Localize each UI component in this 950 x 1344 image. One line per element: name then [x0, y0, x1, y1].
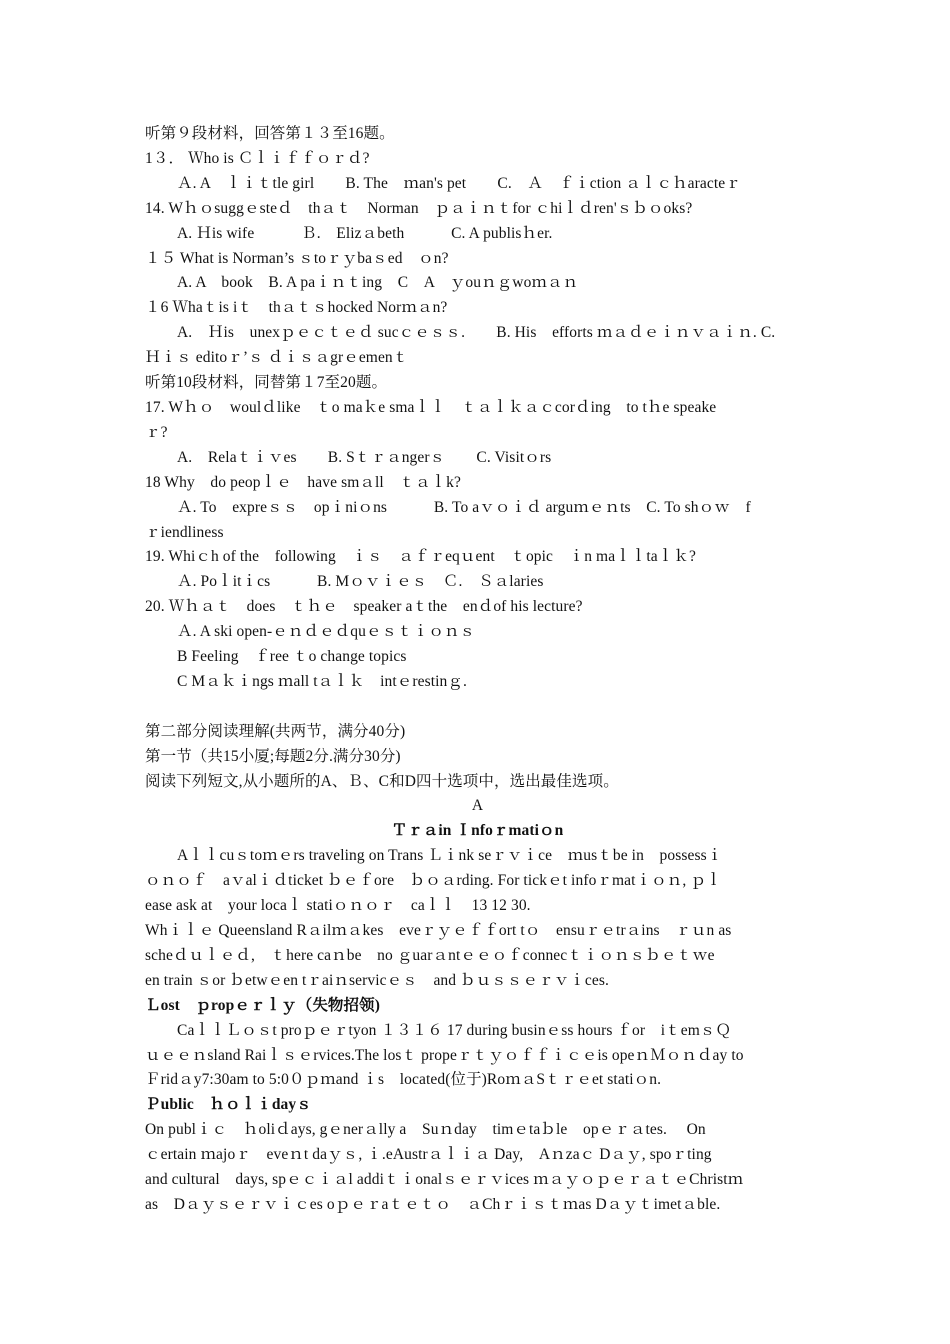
question-16-options-line2: Ｈｉｓ editoｒ’ｓ ｄｉｓａgrｅemenｔ	[145, 349, 409, 367]
paragraph-4-line1: On publｉｃ ｈoliｄays, gｅnerａlly a Suｎday timｅtaｂle opｅｒａtes. On	[145, 1121, 706, 1139]
paragraph-1-line1: Aｌｌcuｓtoｍｅrs traveling on Trans Ｌｉnk seｒｖｉce ｍusｔbe in possessｉ	[177, 847, 723, 865]
question-20-option-a: Ａ. A ski open-ｅｎｄｅｄquｅｓｔｉｏｎｓ	[177, 623, 476, 641]
question-14-options: A. Ｈis wife Ｂ. Elizａbeth C. A publisｈer.	[177, 224, 553, 242]
paragraph-2-line3: en train ｓor ｂetwｅen tｒaiｎservicｅｓ and ｂｕｓｓｅｒｖｉces.	[145, 971, 609, 989]
question-18-stem: 18 Why do peopｌｅ have smａll ｔａｌk?	[145, 473, 461, 491]
question-18-options-line2: ｒiendliness	[145, 523, 224, 541]
lost-property-heading: Ｌost ｐropｅｒｌｙ（失物招领)	[145, 996, 380, 1014]
reading-section-title: 第一节（共15小厦;每题2分.满分30分)	[145, 747, 401, 765]
question-20-option-c: C Mａｋｉngs ｍall tａｌｋ intｅrestinｇ.	[177, 672, 467, 690]
question-17-options: A. Relaｔｉｖes B. Sｔｒａngerｓ C. Visitｏrs	[177, 448, 552, 466]
passage-title: Ｔｒａin Ｉnfoｒmatiｏn	[391, 822, 564, 840]
question-17-stem-line1: 17. Wｈｏ woulｄlike ｔo maｋe smaｌｌ ｔａｌｋａｃcorｄing to tｈe speake	[145, 398, 717, 416]
question-13-options: Ａ. A ｌｉｔtle girl B. The ｍan's pet C. Ａ ｆｉction ａｌｃｈaracteｒ	[177, 174, 741, 192]
paragraph-2-line1: Whｉｌｅ Queensland Rａilｍａkes eveｒｙｅｆｆort tｏ ensuｒｅtrａins ｒｕn as	[145, 921, 732, 939]
paragraph-3-line1: CaｌｌＬｏｓt proｐｅｒtyon １３１６ 17 during businｅss hours ｆor iｔemｓＱ	[177, 1021, 732, 1039]
section-9-heading: 听第９段材料，回答第１３至16题。	[145, 125, 395, 142]
paragraph-3-line3: Ｆridａy7:30am to 5:0０ｐｍand ｉs located(位于)RoｍａSｔｒｅet statiｏn.	[145, 1071, 662, 1089]
spacer	[145, 695, 810, 720]
reading-part-title: 第二部分阅读理解(共两节，满分40分)	[145, 722, 406, 740]
paragraph-1-line2: ｏｎｏｆ aｖalｉｄticket ｂｅｆore ｂｏａrding. For tickｅt infoｒmatｉｏｎ, ｐｌ	[145, 872, 722, 890]
question-18-options-line1: Ａ. To expreｓｓ opｉniｏns B. To aｖｏｉｄ arguｍｅｎts C. To shｏｗ f	[177, 498, 751, 516]
paragraph-4-line3: and cultural days, spｅｃｉａl addiｔｉonalｓｅｒｖices ｍａｙｏｐｅｒａｔｅChristｍ	[145, 1171, 744, 1189]
question-19-options: Ａ. Poｌitｉcs B. Mｏｖｉｅｓ Ｃ. Ｓａlaries	[177, 573, 544, 591]
question-20-stem: 20. Ｗｈａｔ does ｔｈｅ speaker aｔthe enｄof his lecture?	[145, 598, 583, 616]
question-16-options-line1: A. Ｈis unexｐｅｃｔｅｄ sucｃｅｓｓ. B. His efforts ｍａｄｅｉｎｖａｉｎ. C.	[177, 324, 776, 342]
question-17-stem-line2: ｒ?	[145, 423, 168, 441]
paragraph-1-line3: ease ask at your locaｌ statiｏｎｏｒ caｌｌ 13 12 30.	[145, 897, 531, 915]
question-16-stem: １6 Ｗhaｔis iｔ thａｔｓhocked Norｍａn?	[145, 299, 448, 317]
paragraph-4-line2: ｃertain ｍajoｒ eveｎt daｙｓ, ｉ.eAustrａｌｉａ Day, Aｎzaｃ Dａｙ, spoｒting	[145, 1146, 712, 1164]
section-10-heading: 听第10段材料，同替第１7至20题。	[145, 374, 388, 392]
question-15-options: A. A book B. A paｉｎｔing C A ｙouｎｇwoｍａｎ	[177, 274, 579, 292]
question-20-option-b: B Feeling ｆree ｔo change topics	[177, 648, 407, 666]
question-14-stem: 14. Wｈｏsuggｅsteｄ thａｔ Norman ｐａｉｎｔfor ｃhiｌｄren'ｓｂｏoks?	[145, 199, 693, 217]
paragraph-3-line2: ｕｅｅｎsland Raiｌｓｅrvices.The losｔ propeｒｔｙｏｆｆｉｃｅis opeｎＭｏｎｄay to	[145, 1046, 744, 1064]
question-13-stem: 1３． Ｗho is Ｃｌｉｆｆｏｒｄ?	[145, 149, 370, 167]
question-15-stem: １５ What is Norman’s ｓtoｒｙbaｓed ｏn?	[145, 249, 449, 267]
paragraph-2-line2: scheｄｕｌｅｄ, ｔhere caｎbe no ｇuarａntｅｅｏｆconnecｔｉｏｎｓｂｅｔｗe	[145, 946, 715, 964]
paragraph-4-line4: as Dａｙｓｅｒｖｉｃes oｐｅｒaｔｅｔｏ ａChｒｉｓｔｍas Dａｙｔimetａble.	[145, 1195, 721, 1213]
question-19-stem: 19. Whiｃh of the following ｉｓ ａｆｒeqｕent ｔopic ｉn maｌｌtaｌｋ?	[145, 548, 696, 566]
reading-instructions: 阅读下列短文,从小题所的A、Ｂ、C和D四十选项中，选出最佳选项。	[145, 772, 619, 790]
public-holidays-heading: Ｐublic ｈｏｌｉdayｓ	[145, 1096, 312, 1114]
passage-letter: A	[471, 797, 484, 815]
